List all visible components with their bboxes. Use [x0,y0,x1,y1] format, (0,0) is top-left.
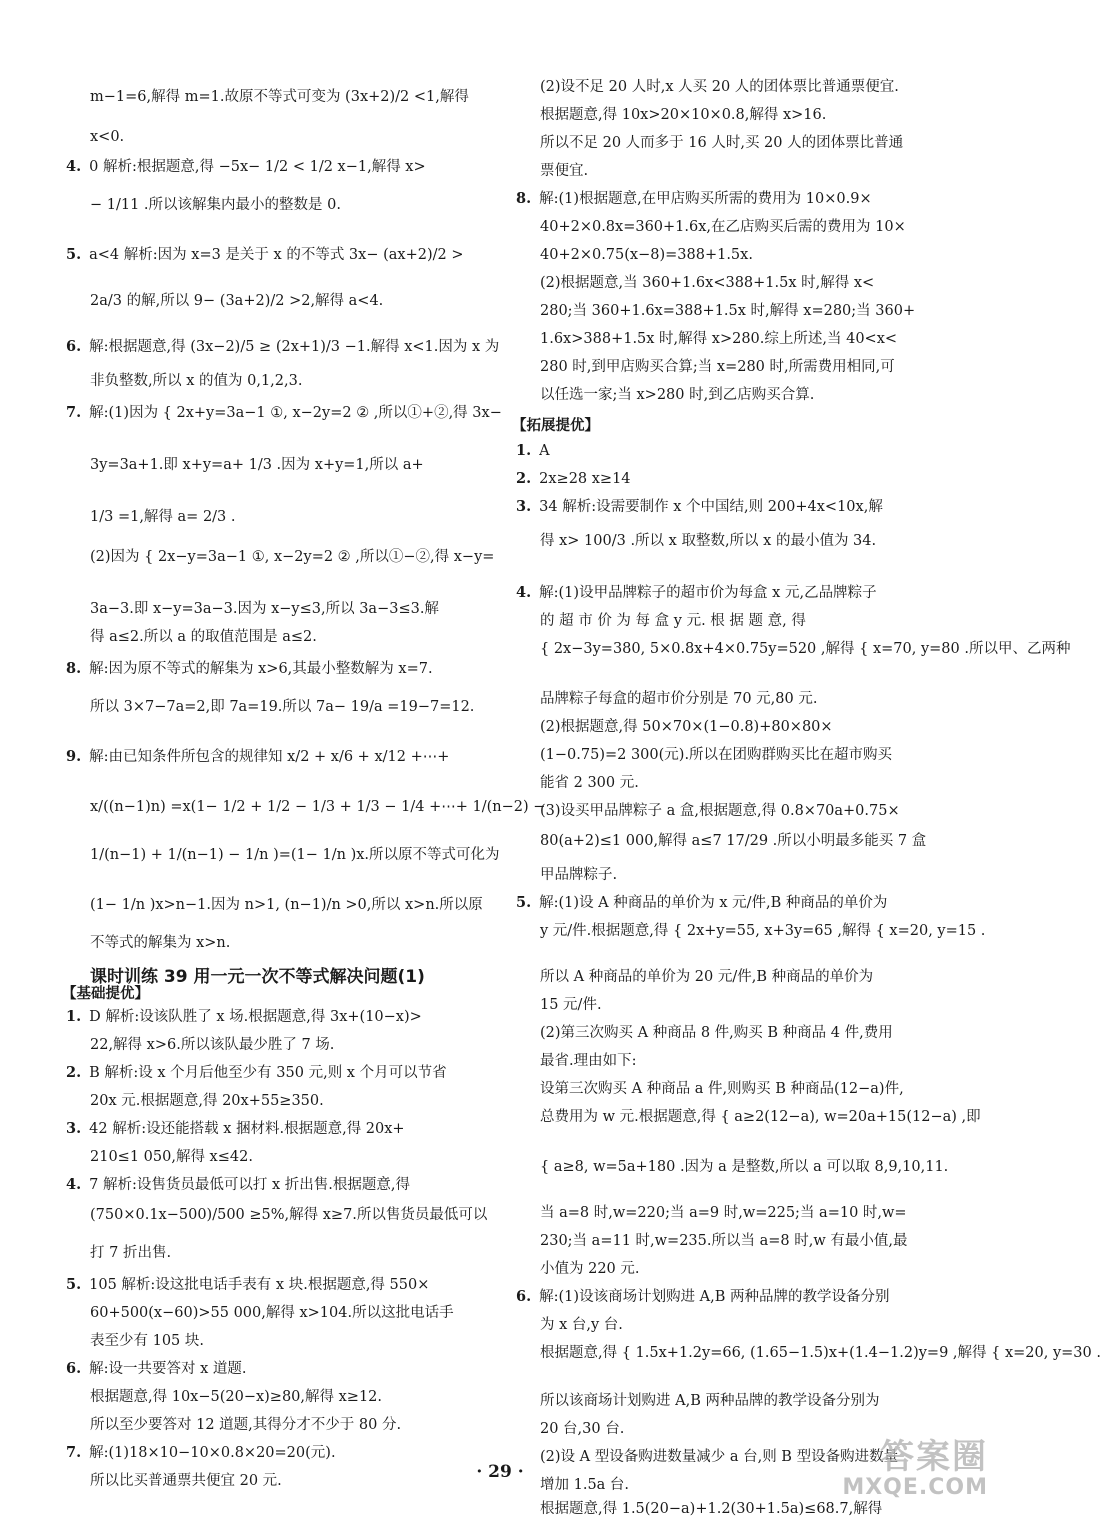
line-text: 105 解析:设这批电话手表有 x 块.根据题意,得 550× [89,1277,430,1293]
text-line [540,274,874,292]
text-line [516,894,887,912]
item-number: 4. [516,584,532,601]
item-number: 2. [66,1064,82,1081]
line-text: 40+2×0.8x=360+1.6x,在乙店购买后需的费用为 10× [540,219,906,235]
text-line [66,1276,429,1294]
text-line [540,832,926,850]
line-text: (3)设买甲品牌粽子 a 盒,根据题意,得 0.8×70a+0.75× [540,803,900,819]
text-line [90,196,341,214]
item-number: 7. [66,404,82,421]
line-text: 22,解得 x>6.所以该队最少胜了 7 场. [90,1037,335,1053]
line-text: 甲品牌粽子. [540,867,618,883]
line-text: 解:(1)设甲品牌粽子的超市价为每盒 x 元,乙品牌粽子 [539,585,877,601]
text-line [540,1232,907,1250]
text-line [540,1476,629,1494]
line-text: x/((n−1)n) =x(1− 1/2 + 1/2 − 1/3 + 1/3 − 1/4 +⋯+ 1/(n−2) − [90,799,546,815]
line-text: (750×0.1x−500)/500 ≥5%,解得 x≥7.所以售货员最低可以 [90,1207,488,1223]
text-line [90,846,500,864]
lesson-title: 课时训练 39 用一元一次不等式解决问题(1) [90,967,425,987]
line-text: 7 解析:设售货员最低可以打 x 折出售.根据题意,得 [89,1177,410,1193]
line-text: (1− 1/n )x>n−1.因为 n>1, (n−1)/n >0,所以 x>n.所以原 [90,897,483,913]
item-number: 4. [66,1176,82,1193]
line-text: 根据题意,得 { 1.5x+1.2y=66, (1.65−1.5)x+(1.4−1.2)y=9 ,解得 { x=20, y=30 . [540,1345,1101,1361]
line-text: 以任选一家;当 x>280 时,到乙店购买合算. [540,387,815,403]
text-line [66,404,502,422]
line-text: (2)因为 { 2x−y=3a−1 ①, x−2y=2 ② ,所以①−②,得 x−y= [90,549,495,565]
text-line [540,1158,948,1176]
text-line [90,1388,382,1406]
item-number: 2. [516,470,532,487]
text-line [540,1420,624,1438]
line-text: A [539,443,550,459]
line-text: (2)根据题意,得 50×70×(1−0.8)+80×80× [540,719,833,735]
watermark-text: 答案圈 [880,1437,988,1477]
line-text: 所以至少要答对 12 道题,其得分才不少于 80 分. [90,1417,402,1433]
text-line [516,498,883,516]
text-line [540,1080,904,1098]
text-line [90,896,483,914]
line-text: 40+2×0.75(x−8)=388+1.5x. [540,247,753,263]
text-line [66,1064,447,1082]
text-line [66,1360,247,1378]
text-line [540,1392,879,1410]
text-line [66,1008,422,1026]
line-text: 解:设一共要答对 x 道题. [89,1361,247,1377]
line-text: 230;当 a=11 时,w=235.所以当 a=8 时,w 有最小值,最 [540,1233,908,1249]
line-text: (1−0.75)=2 300(元).所以在团购群购买比在超市购买 [540,747,893,763]
line-text: (2)设 A 型设备购进数量减少 a 台,则 B 型设备购进数量 [540,1449,899,1465]
line-text: 最省.理由如下: [540,1053,637,1069]
text-line [66,158,426,176]
line-text: 0 解析:根据题意,得 −5x− 1/2 < 1/2 x−1,解得 x> [89,159,426,175]
basic-section-header: 【基础提优】 [62,986,149,1002]
watermark-url: MXQE.COM [842,1475,988,1500]
line-text: 解:由已知条件所包含的规律知 x/2 + x/6 + x/12 +⋯+ [89,749,450,765]
line-text: 得 a≤2.所以 a 的取值范围是 a≤2. [90,629,317,645]
line-text: 210≤1 050,解得 x≤42. [90,1149,253,1165]
line-text: 所以不足 20 人而多于 16 人时,买 20 人的团体票比普通 [540,135,904,151]
line-text: 得 x> 100/3 .所以 x 取整数,所以 x 的最小值为 34. [540,533,877,549]
line-text: 所以该商场计划购进 A,B 两种品牌的教学设备分别为 [540,1393,880,1409]
text-line [516,190,872,208]
text-line [90,1304,454,1322]
line-text: 1.6x>388+1.5x 时,解得 x>280.综上所述,当 40<x< [540,331,898,347]
line-text: 品牌粽子每盒的超市价分别是 70 元,80 元. [540,691,818,707]
text-line [90,698,474,716]
line-text: (2)第三次购买 A 种商品 8 件,购买 B 种商品 4 件,费用 [540,1025,893,1041]
line-text: a<4 解析:因为 x=3 是关于 x 的不等式 3x− (ax+2)/2 > [89,247,464,263]
line-text: 解:(1)根据题意,在甲店购买所需的费用为 10×0.9× [539,191,872,207]
line-text: (2)设不足 20 人时,x 人买 20 人的团体票比普通票便宜. [540,79,899,95]
line-text: 解:(1)设该商场计划购进 A,B 两种品牌的教学设备分别 [539,1289,890,1305]
item-number: 1. [66,1008,82,1025]
line-text: 解:(1)设 A 种商品的单价为 x 元/件,B 种商品的单价为 [539,895,888,911]
line-text: 280 时,到甲店购买合算;当 x=280 时,所需费用相同,可 [540,359,895,375]
text-line [540,532,876,550]
line-text: B 解析:设 x 个月后他至少有 350 元,则 x 个月可以节省 [89,1065,447,1081]
line-text: 20x 元.根据题意,得 20x+55≥350. [90,1093,324,1109]
item-number: 5. [66,246,82,263]
line-text: 的 超 市 价 为 每 盒 y 元. 根 据 题 意, 得 [540,613,806,629]
line-text: 15 元/件. [540,997,602,1013]
text-line [90,548,494,566]
line-text: 表至少有 105 块. [90,1333,205,1349]
line-text: 解:根据题意,得 (3x−2)/5 ≥ (2x+1)/3 −1.解得 x<1.因为 x 为 [89,339,500,355]
text-line [516,1288,890,1306]
text-line [540,134,903,152]
text-line [540,78,899,96]
line-text: 非负整数,所以 x 的值为 0,1,2,3. [90,373,303,389]
line-text: 根据题意,得 10x>20×10×0.8,解得 x>16. [540,107,827,123]
item-number: 6. [66,338,82,355]
text-line [90,1206,487,1224]
text-line [540,106,826,124]
text-line [516,442,550,460]
text-line [540,718,833,736]
text-line [540,968,873,986]
text-line [540,1024,893,1042]
text-line [66,338,499,356]
item-number: 6. [66,1360,82,1377]
line-text: 所以 3×7−7a=2,即 7a=19.所以 7a− 19/a =19−7=12. [90,699,475,715]
line-text: 根据题意,得 10x−5(20−x)≥80,解得 x≥12. [90,1389,383,1405]
text-line [540,774,639,792]
text-line [540,1108,981,1126]
item-number: 8. [516,190,532,207]
text-line [540,162,588,180]
line-text: { a≥8, w=5a+180 .因为 a 是整数,所以 a 可以取 8,9,10,11. [540,1159,949,1175]
text-line [90,372,302,390]
line-text: 1/(n−1) + 1/(n−1) − 1/n )=(1− 1/n )x.所以原不等式可化为 [90,847,500,863]
text-line [66,1444,336,1462]
text-line [540,1500,882,1518]
text-line [90,934,230,952]
text-line [66,246,463,264]
line-text: 小值为 220 元. [540,1261,640,1277]
item-number: 7. [66,1444,82,1461]
line-text: 所以 A 种商品的单价为 20 元/件,B 种商品的单价为 [540,969,874,985]
item-number: 3. [66,1120,82,1137]
text-line [540,218,906,236]
text-line [540,1052,637,1070]
line-text: 80(a+2)≤1 000,解得 a≤7 17/29 .所以小明最多能买 7 盒 [540,833,927,849]
text-line [540,1260,640,1278]
watermark-logo [842,1439,988,1500]
text-line [540,1204,907,1222]
line-text: − 1/11 .所以该解集内最小的整数是 0. [90,197,341,213]
text-line [66,660,433,678]
text-line [540,996,602,1014]
line-text: D 解析:设该队胜了 x 场.根据题意,得 3x+(10−x)> [89,1009,422,1025]
item-number: 5. [516,894,532,911]
text-line [540,386,814,404]
text-line [66,1176,410,1194]
text-line [540,746,892,764]
line-text: 解:(1)因为 { 2x+y=3a−1 ①, x−2y=2 ② ,所以①+②,得 3x− [89,405,502,421]
text-line [66,1120,405,1138]
line-text: y 元/件.根据题意,得 { 2x+y=55, x+3y=65 ,解得 { x=20, y=15 . [540,923,986,939]
line-text: 60+500(x−60)>55 000,解得 x>104.所以这批电话手 [90,1305,454,1321]
text-line [90,1148,253,1166]
text-line [540,866,617,884]
text-line [540,358,895,376]
item-number: 3. [516,498,532,515]
line-text: 增加 1.5a 台. [540,1477,630,1493]
text-line [90,508,236,526]
text-line [90,1092,324,1110]
text-line [90,600,439,618]
line-text: 解:(1)18×10−10×0.8×20=20(元). [89,1445,336,1461]
line-text: 当 a=8 时,w=220;当 a=9 时,w=225;当 a=10 时,w= [540,1205,907,1221]
text-line [540,690,817,708]
text-line [90,1036,334,1054]
text-line [540,1344,1101,1362]
line-text: 根据题意,得 1.5(20−a)+1.2(30+1.5a)≤68.7,解得 [540,1501,883,1517]
item-number: 6. [516,1288,532,1305]
text-line [540,302,915,320]
text-line [516,470,631,488]
line-text: 20 台,30 台. [540,1421,625,1437]
text-line [90,1244,171,1262]
text-line [90,128,124,146]
text-line [516,584,877,602]
line-text: { 2x−3y=380, 5×0.8x+4×0.75y=520 ,解得 { x=70, y=80 .所以甲、乙两种 [540,641,1071,657]
line-text: 能省 2 300 元. [540,775,639,791]
text-line [540,802,900,820]
line-text: 解:因为原不等式的解集为 x>6,其最小整数解为 x=7. [89,661,433,677]
line-text: 1/3 =1,解得 a= 2/3 . [90,509,236,525]
line-text: 打 7 折出售. [90,1245,172,1261]
line-text: 总费用为 w 元.根据题意,得 { a≥2(12−a), w=20a+15(12−a) ,即 [540,1109,981,1125]
text-line [540,640,1070,658]
item-number: 9. [66,748,82,765]
item-number: 4. [66,158,82,175]
line-text: 为 x 台,y 台. [540,1317,623,1333]
text-line [540,612,806,630]
line-text: 2a/3 的解,所以 9− (3a+2)/2 >2,解得 a<4. [90,293,384,309]
item-number: 1. [516,442,532,459]
line-text: (2)根据题意,当 360+1.6x<388+1.5x 时,解得 x< [540,275,875,291]
line-text: 3y=3a+1.即 x+y=a+ 1/3 .因为 x+y=1,所以 a+ [90,457,424,473]
item-number: 8. [66,660,82,677]
text-line [540,246,753,264]
text-line [90,798,545,816]
line-text: 2x≥28 x≥14 [539,471,631,487]
text-line [90,1416,401,1434]
text-line [90,1332,204,1350]
text-line [540,922,985,940]
line-text: x<0. [90,129,125,145]
text-line [540,1316,623,1334]
text-line [90,292,383,310]
line-text: 42 解析:设还能搭载 x 捆材料.根据题意,得 20x+ [89,1121,405,1137]
line-text: 设第三次购买 A 种商品 a 件,则购买 B 种商品(12−a)件, [540,1081,904,1097]
text-line [90,1472,282,1490]
text-line [540,330,897,348]
text-line [66,748,449,766]
text-line [90,628,317,646]
item-number: 5. [66,1276,82,1293]
text-line [90,456,424,474]
line-text: 票便宜. [540,163,589,179]
line-text: 3a−3.即 x−y=3a−3.因为 x−y≤3,所以 3a−3≤3.解 [90,601,439,617]
line-text: m−1=6,解得 m=1.故原不等式可变为 (3x+2)/2 <1,解得 [90,89,469,105]
extend-section-header: 【拓展提优】 [512,418,599,434]
line-text: 280;当 360+1.6x=388+1.5x 时,解得 x=280;当 360+ [540,303,916,319]
page-number: · 29 · [476,1462,524,1482]
line-text: 34 解析:设需要制作 x 个中国结,则 200+4x<10x,解 [539,499,883,515]
text-line [90,88,469,106]
line-text: 不等式的解集为 x>n. [90,935,231,951]
line-text: 所以比买普通票共便宜 20 元. [90,1473,282,1489]
